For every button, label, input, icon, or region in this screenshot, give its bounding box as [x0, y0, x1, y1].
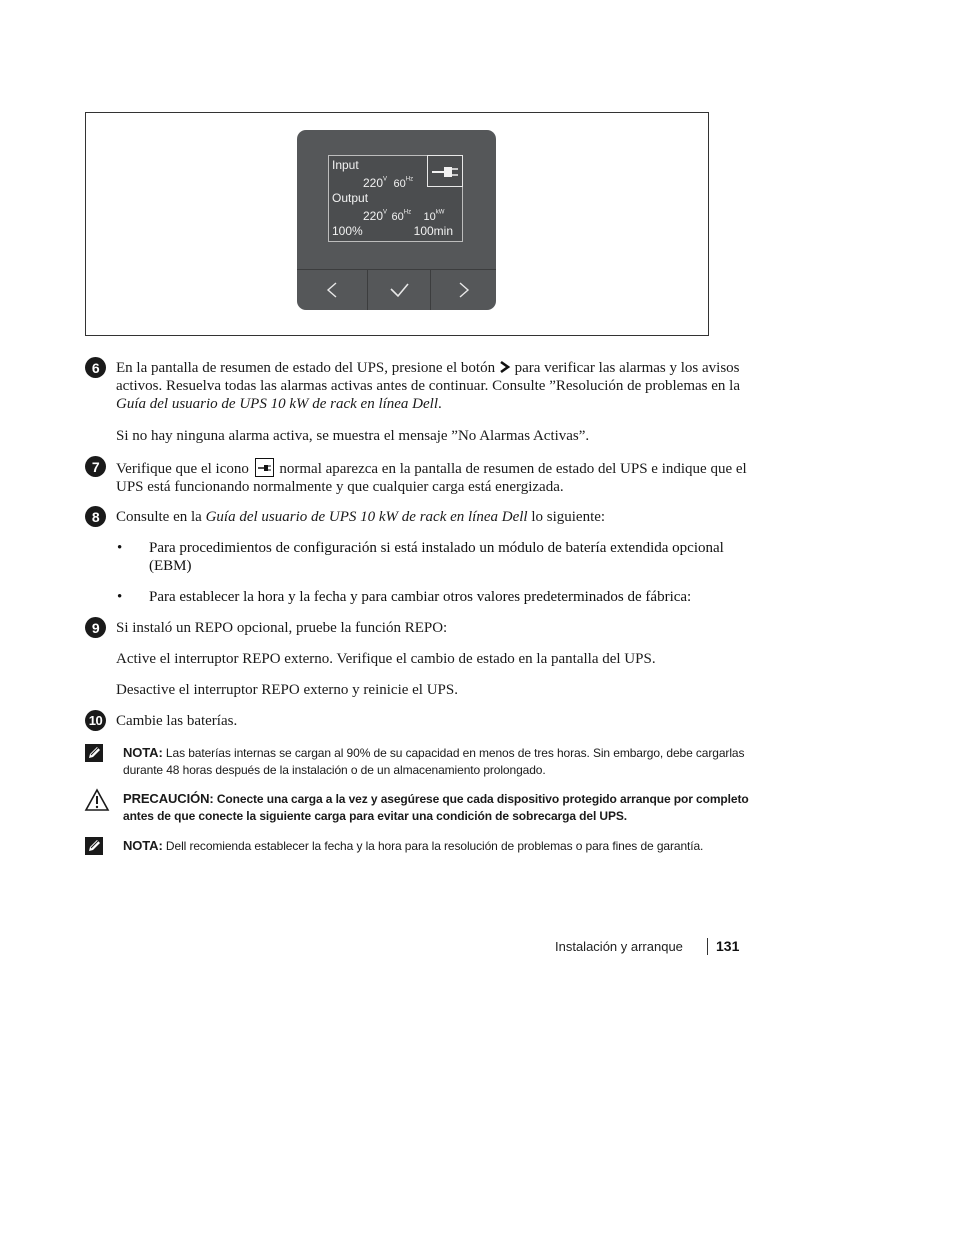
lcd-input-readout [363, 175, 413, 191]
lcd-input-voltage-unit: V [383, 176, 388, 183]
bullet-dot: • [117, 540, 123, 556]
panel-right-button[interactable] [431, 270, 496, 310]
chevron-left-icon [324, 281, 340, 299]
step-number-badge: 8 [85, 506, 106, 527]
step-9-subtext: Active el interruptor REPO externo. Verifique el cambio de estado en la pantalla del UPS. [116, 651, 656, 667]
step-number-badge: 10 [85, 710, 106, 731]
page-number: 131 [716, 938, 740, 954]
lcd-output-freq: 60 [391, 211, 404, 223]
lcd-runtime: 100min [413, 224, 453, 238]
chevron-right-icon [499, 360, 511, 374]
step-number-badge: 7 [85, 456, 106, 477]
panel-ok-button[interactable] [368, 270, 430, 310]
note-pencil-icon [84, 743, 104, 763]
step-9-subtext: Desactive el interruptor REPO externo y reinicie el UPS. [116, 682, 458, 698]
lcd-input-label: Input [332, 158, 359, 172]
step-number-badge: 6 [85, 357, 106, 378]
step-number-badge: 9 [85, 617, 106, 638]
lcd-output-power-unit: kW [435, 209, 445, 216]
list-item: Para procedimientos de configuración si está instalado un módulo de batería extendida opcional (EBM) [149, 540, 724, 574]
step-8-text: Consulte en la Guía del usuario de UPS 10 kW de rack en línea Dell lo siguiente: [116, 509, 606, 525]
step-6-subtext: Si no hay ninguna alarma activa, se muestra el mensaje ”No Alarmas Activas”. [116, 428, 590, 444]
ups-control-panel [297, 130, 496, 310]
plug-icon [428, 156, 461, 185]
list-item: Para establecer la hora y la fecha y para cambiar otros valores predeterminados de fábrica: [149, 589, 692, 605]
normal-mode-icon [255, 458, 274, 477]
figure-frame [85, 112, 709, 336]
chevron-right-icon [456, 281, 472, 299]
lcd-input-voltage: 220 [363, 176, 384, 190]
step-9-text: Si instaló un REPO opcional, pruebe la función REPO: [116, 620, 448, 636]
lcd-screen [328, 155, 463, 242]
footer-section-title: Instalación y arranque [555, 939, 683, 954]
lcd-output-voltage-unit: V [383, 209, 388, 216]
lcd-load-percent: 100% [332, 224, 363, 238]
lcd-output-freq-unit: Hz [403, 209, 412, 216]
lcd-status-box [427, 155, 463, 187]
note-text: NOTA: Las baterías internas se cargan al 90% de su capacidad en menos de tres horas. Sin embargo, debe cargarlas durante 48 horas después de la instalación o de un almacenamiento prolongado. [123, 745, 745, 777]
plug-icon [256, 459, 273, 476]
panel-left-button[interactable] [297, 270, 367, 310]
lcd-input-freq: 60 [393, 178, 406, 190]
lcd-output-voltage: 220 [363, 209, 384, 223]
step-6-text: En la pantalla de resumen de estado del UPS, presione el botón para verificar las alarmas y los avisos activos. Resuelva todas las alarmas activas antes de continuar. Consulte ”Resolución de problemas en la Guía del usuario de UPS 10 kW de rack en línea Dell. [116, 360, 740, 412]
step-10-text: Cambie las baterías. [116, 713, 238, 729]
check-icon [388, 281, 410, 299]
lcd-output-power: 10 [423, 211, 436, 223]
caution-text: PRECAUCIÓN: Conecte una carga a la vez y asegúrese que cada dispositivo protegido arranque por completo antes de que conecte la siguiente carga para evitar una condición de sobrecarga del UPS. [123, 791, 749, 823]
note-pencil-icon [84, 836, 104, 856]
caution-triangle-icon [84, 788, 110, 812]
lcd-output-readout [363, 208, 444, 224]
bullet-dot: • [117, 589, 123, 605]
lcd-input-freq-unit: Hz [405, 176, 414, 183]
footer-divider [707, 938, 708, 955]
step-7-text: Verifique que el icono normal aparezca en la pantalla de resumen de estado del UPS e indique que el UPS está funcionando normalmente y que cualquier carga está energizada. [116, 458, 761, 496]
note-text: NOTA: Dell recomienda establecer la fecha y la hora para la resolución de problemas o para fines de garantía. [123, 838, 704, 853]
lcd-output-label: Output [332, 191, 369, 205]
